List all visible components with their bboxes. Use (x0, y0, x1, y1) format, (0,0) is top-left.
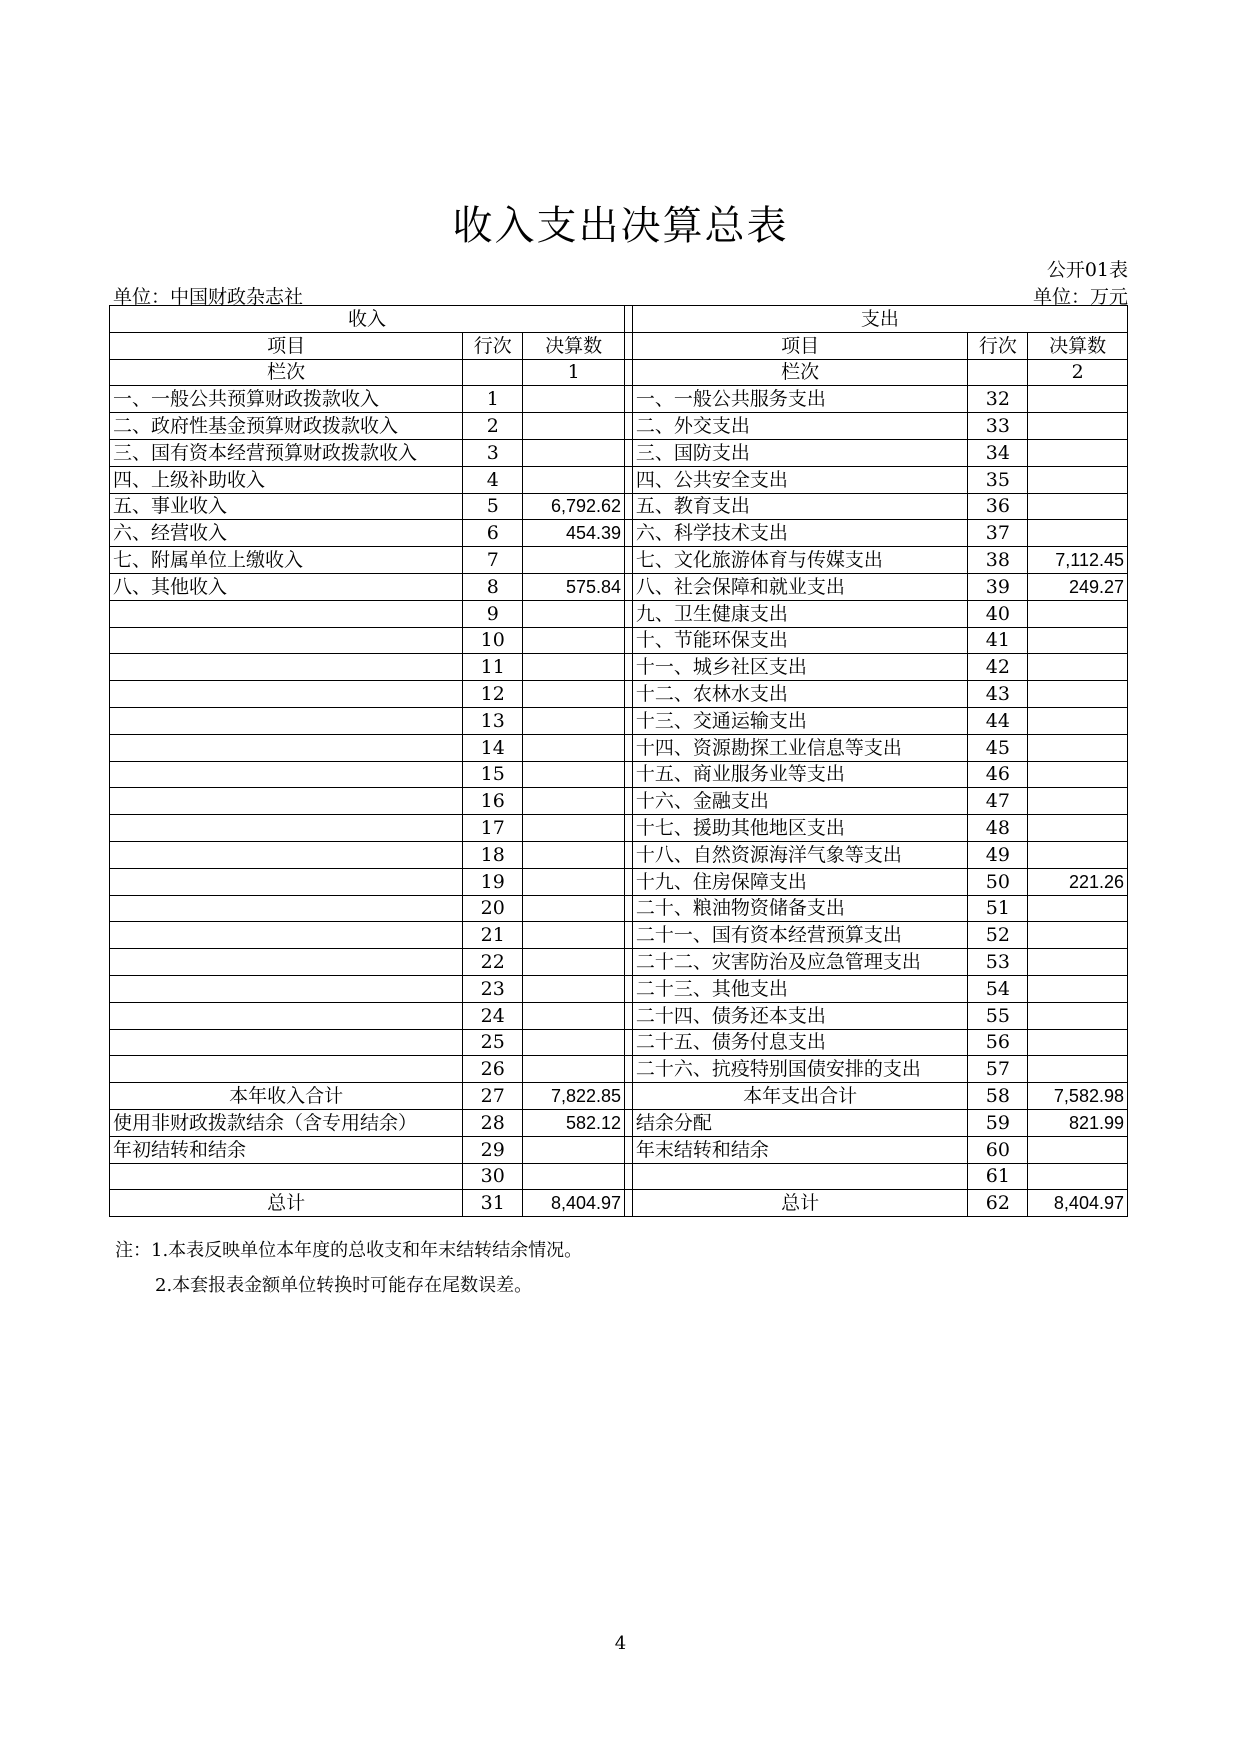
expense-amount (1028, 600, 1128, 627)
expense-item: 二十、粮油物资储备支出 (632, 895, 968, 922)
expense-item: 年末结转和结余 (632, 1136, 968, 1163)
income-row-no: 28 (463, 1109, 523, 1136)
income-item (110, 815, 463, 842)
table-row (110, 573, 1128, 600)
table-row (110, 707, 1128, 734)
income-item (110, 681, 463, 708)
expense-amount (1028, 493, 1128, 520)
section-header-row (110, 306, 1128, 333)
income-amount (523, 1002, 625, 1029)
expense-item: 二十六、抗疫特别国债安排的支出 (632, 1056, 968, 1083)
table-row (110, 654, 1128, 681)
income-amount (523, 654, 625, 681)
expense-row-no: 54 (968, 975, 1028, 1002)
subtotal-row (110, 1083, 1128, 1110)
income-item (110, 788, 463, 815)
income-item (110, 868, 463, 895)
expense-row-no: 39 (968, 573, 1028, 600)
income-item: 八、其他收入 (110, 573, 463, 600)
expense-item: 二十五、债务付息支出 (632, 1029, 968, 1056)
income-amount (523, 949, 625, 976)
income-item (110, 922, 463, 949)
income-row-no: 4 (463, 466, 523, 493)
expense-column-number: 2 (1028, 359, 1128, 386)
expense-amount: 821.99 (1028, 1109, 1128, 1136)
expense-row-no: 55 (968, 1002, 1028, 1029)
income-item (110, 949, 463, 976)
expense-item (632, 1163, 968, 1190)
table-row (110, 788, 1128, 815)
expense-item: 十七、援助其他地区支出 (632, 815, 968, 842)
expense-row-no: 53 (968, 949, 1028, 976)
income-item (110, 761, 463, 788)
income-row-no: 29 (463, 1136, 523, 1163)
expense-row-no: 42 (968, 654, 1028, 681)
expense-amount (1028, 922, 1128, 949)
expense-row-no: 32 (968, 386, 1028, 413)
income-item: 一、一般公共预算财政拨款收入 (110, 386, 463, 413)
income-amount: 582.12 (523, 1109, 625, 1136)
expense-row-no: 50 (968, 868, 1028, 895)
expense-item: 九、卫生健康支出 (632, 600, 968, 627)
table-row (110, 1109, 1128, 1136)
income-row-no: 8 (463, 573, 523, 600)
income-row-no: 13 (463, 707, 523, 734)
income-amount: 6,792.62 (523, 493, 625, 520)
income-item (110, 734, 463, 761)
expense-item: 十三、交通运输支出 (632, 707, 968, 734)
income-amount-header: 决算数 (523, 332, 625, 359)
table-row (110, 386, 1128, 413)
income-item: 五、事业收入 (110, 493, 463, 520)
expense-amount (1028, 975, 1128, 1002)
expense-item: 十四、资源勘探工业信息等支出 (632, 734, 968, 761)
expense-row-no: 33 (968, 413, 1028, 440)
expense-row-no: 60 (968, 1136, 1028, 1163)
expense-amount (1028, 707, 1128, 734)
income-item: 三、国有资本经营预算财政拨款收入 (110, 439, 463, 466)
currency-unit: 单位：万元 (1032, 286, 1128, 308)
income-row-no: 22 (463, 949, 523, 976)
income-row-no: 10 (463, 627, 523, 654)
expense-row-no: 49 (968, 841, 1028, 868)
expense-item: 五、教育支出 (632, 493, 968, 520)
table-row (110, 895, 1128, 922)
income-item (110, 1002, 463, 1029)
expense-row-no: 40 (968, 600, 1028, 627)
income-item (110, 707, 463, 734)
income-item (110, 1029, 463, 1056)
expense-item: 四、公共安全支出 (632, 466, 968, 493)
note-1: 注：1.本表反映单位本年度的总收支和年末结转结余情况。 (115, 1240, 583, 1261)
income-row-no: 7 (463, 547, 523, 574)
table-row (110, 1163, 1128, 1190)
expense-amount: 221.26 (1028, 868, 1128, 895)
income-row-no: 25 (463, 1029, 523, 1056)
expense-amount (1028, 949, 1128, 976)
expense-row-no: 37 (968, 520, 1028, 547)
income-row-no: 18 (463, 841, 523, 868)
income-item: 总计 (110, 1190, 463, 1217)
income-amount (523, 547, 625, 574)
expense-amount: 7,582.98 (1028, 1083, 1128, 1110)
expense-item: 二十二、灾害防治及应急管理支出 (632, 949, 968, 976)
income-row-no: 2 (463, 413, 523, 440)
table-row (110, 922, 1128, 949)
income-row-no: 30 (463, 1163, 523, 1190)
income-row-no: 16 (463, 788, 523, 815)
table-row (110, 1056, 1128, 1083)
expense-item: 十五、商业服务业等支出 (632, 761, 968, 788)
expense-amount: 7,112.45 (1028, 547, 1128, 574)
expense-amount (1028, 841, 1128, 868)
income-amount (523, 1163, 625, 1190)
reporting-unit: 单位：中国财政杂志社 (113, 286, 304, 308)
table-row (110, 413, 1128, 440)
expense-row-no: 62 (968, 1190, 1028, 1217)
income-amount (523, 413, 625, 440)
income-row-no: 5 (463, 493, 523, 520)
expense-row-no: 57 (968, 1056, 1028, 1083)
income-item: 年初结转和结余 (110, 1136, 463, 1163)
income-row-no: 19 (463, 868, 523, 895)
expense-row-no: 61 (968, 1163, 1028, 1190)
income-row-no: 12 (463, 681, 523, 708)
income-item: 六、经营收入 (110, 520, 463, 547)
expense-item: 六、科学技术支出 (632, 520, 968, 547)
income-amount (523, 868, 625, 895)
income-amount (523, 734, 625, 761)
expense-item: 二、外交支出 (632, 413, 968, 440)
notes (115, 1233, 582, 1303)
expense-amount (1028, 627, 1128, 654)
expense-amount (1028, 1163, 1128, 1190)
table-row (110, 1029, 1128, 1056)
expense-row-no: 41 (968, 627, 1028, 654)
table-row (110, 520, 1128, 547)
expense-item: 二十三、其他支出 (632, 975, 968, 1002)
expense-row-no-header: 行次 (968, 332, 1028, 359)
table-row (110, 868, 1128, 895)
table-row (110, 761, 1128, 788)
expense-amount (1028, 386, 1128, 413)
expense-amount: 8,404.97 (1028, 1190, 1128, 1217)
income-row-no: 1 (463, 386, 523, 413)
expense-amount (1028, 1056, 1128, 1083)
income-item (110, 975, 463, 1002)
income-item (110, 841, 463, 868)
expense-row-no: 44 (968, 707, 1028, 734)
table-row (110, 493, 1128, 520)
expense-amount (1028, 413, 1128, 440)
expense-item: 十、节能环保支出 (632, 627, 968, 654)
income-row-no: 9 (463, 600, 523, 627)
expense-item: 二十一、国有资本经营预算支出 (632, 922, 968, 949)
expense-row-no: 51 (968, 895, 1028, 922)
expense-row-no: 56 (968, 1029, 1028, 1056)
note-2: 2.本套报表金额单位转换时可能存在尾数误差。 (155, 1275, 533, 1296)
expense-row-no: 59 (968, 1109, 1028, 1136)
table-row (110, 975, 1128, 1002)
income-row-no: 3 (463, 439, 523, 466)
income-amount (523, 707, 625, 734)
table-row (110, 949, 1128, 976)
table-row (110, 547, 1128, 574)
expense-item: 一、一般公共服务支出 (632, 386, 968, 413)
income-row-no: 20 (463, 895, 523, 922)
expense-amount (1028, 1029, 1128, 1056)
income-row-no: 23 (463, 975, 523, 1002)
expense-item: 十二、农林水支出 (632, 681, 968, 708)
expense-amount (1028, 895, 1128, 922)
expense-row-no: 47 (968, 788, 1028, 815)
income-item: 使用非财政拨款结余（含专用结余） (110, 1109, 463, 1136)
expense-amount (1028, 466, 1128, 493)
income-amount: 454.39 (523, 520, 625, 547)
expense-row-no: 34 (968, 439, 1028, 466)
income-amount (523, 975, 625, 1002)
income-row-no: 24 (463, 1002, 523, 1029)
expense-item: 三、国防支出 (632, 439, 968, 466)
table-row (110, 841, 1128, 868)
expense-item: 本年支出合计 (632, 1083, 968, 1110)
income-amount (523, 386, 625, 413)
income-item: 本年收入合计 (110, 1083, 463, 1110)
expense-row-no: 48 (968, 815, 1028, 842)
column-number-row (110, 359, 1128, 386)
expense-amount (1028, 1136, 1128, 1163)
income-item (110, 895, 463, 922)
income-row-no: 26 (463, 1056, 523, 1083)
expense-row-no: 45 (968, 734, 1028, 761)
table-row (110, 627, 1128, 654)
expense-amount: 249.27 (1028, 573, 1128, 600)
income-row-no-header: 行次 (463, 332, 523, 359)
expense-column-label: 栏次 (632, 359, 968, 386)
expense-item: 十一、城乡社区支出 (632, 654, 968, 681)
expense-amount (1028, 439, 1128, 466)
expense-row-no: 35 (968, 466, 1028, 493)
expense-item: 二十四、债务还本支出 (632, 1002, 968, 1029)
table-row (110, 1002, 1128, 1029)
income-amount (523, 1056, 625, 1083)
income-amount (523, 895, 625, 922)
table-row (110, 466, 1128, 493)
income-row-no: 21 (463, 922, 523, 949)
income-amount (523, 788, 625, 815)
income-row-no: 14 (463, 734, 523, 761)
expense-item: 结余分配 (632, 1109, 968, 1136)
income-expense-table (109, 305, 1128, 1217)
expense-amount-header: 决算数 (1028, 332, 1128, 359)
expense-amount (1028, 788, 1128, 815)
expense-amount (1028, 681, 1128, 708)
expense-row-no: 52 (968, 922, 1028, 949)
table-row (110, 815, 1128, 842)
income-amount: 8,404.97 (523, 1190, 625, 1217)
expense-row-no: 46 (968, 761, 1028, 788)
expense-row-no: 38 (968, 547, 1028, 574)
income-column-label: 栏次 (110, 359, 463, 386)
income-item (110, 1163, 463, 1190)
form-code: 公开01表 (1046, 259, 1128, 281)
income-row-no: 27 (463, 1083, 523, 1110)
income-amount (523, 1136, 625, 1163)
expense-amount (1028, 734, 1128, 761)
income-amount: 7,822.85 (523, 1083, 625, 1110)
income-item: 七、附属单位上缴收入 (110, 547, 463, 574)
expense-item: 十八、自然资源海洋气象等支出 (632, 841, 968, 868)
page-number: 4 (614, 1633, 627, 1654)
total-row (110, 1190, 1128, 1217)
income-amount (523, 466, 625, 493)
income-section-header: 收入 (110, 306, 625, 333)
table-row (110, 600, 1128, 627)
expense-item: 七、文化旅游体育与传媒支出 (632, 547, 968, 574)
table-row (110, 734, 1128, 761)
income-amount (523, 439, 625, 466)
report-title: 收入支出决算总表 (452, 203, 789, 249)
income-column-number: 1 (523, 359, 625, 386)
income-row-no: 31 (463, 1190, 523, 1217)
expense-item: 总计 (632, 1190, 968, 1217)
expense-item: 八、社会保障和就业支出 (632, 573, 968, 600)
income-amount (523, 1029, 625, 1056)
expense-amount (1028, 520, 1128, 547)
income-amount (523, 600, 625, 627)
expense-section-header: 支出 (632, 306, 1127, 333)
expense-row-no: 58 (968, 1083, 1028, 1110)
income-row-no: 6 (463, 520, 523, 547)
income-item (110, 654, 463, 681)
income-item (110, 1056, 463, 1083)
expense-item-header: 项目 (632, 332, 968, 359)
table-row (110, 1136, 1128, 1163)
expense-amount (1028, 815, 1128, 842)
income-item (110, 600, 463, 627)
expense-amount (1028, 761, 1128, 788)
column-header-row (110, 332, 1128, 359)
income-amount (523, 681, 625, 708)
expense-item: 十六、金融支出 (632, 788, 968, 815)
income-row-no: 17 (463, 815, 523, 842)
income-amount (523, 815, 625, 842)
income-item: 二、政府性基金预算财政拨款收入 (110, 413, 463, 440)
table-row (110, 681, 1128, 708)
income-item-header: 项目 (110, 332, 463, 359)
expense-item: 十九、住房保障支出 (632, 868, 968, 895)
income-amount: 575.84 (523, 573, 625, 600)
income-amount (523, 922, 625, 949)
table-row (110, 439, 1128, 466)
income-row-no: 11 (463, 654, 523, 681)
expense-amount (1028, 1002, 1128, 1029)
income-amount (523, 761, 625, 788)
income-amount (523, 627, 625, 654)
income-item (110, 627, 463, 654)
income-item: 四、上级补助收入 (110, 466, 463, 493)
income-amount (523, 841, 625, 868)
income-row-no: 15 (463, 761, 523, 788)
expense-row-no: 43 (968, 681, 1028, 708)
expense-row-no: 36 (968, 493, 1028, 520)
expense-amount (1028, 654, 1128, 681)
